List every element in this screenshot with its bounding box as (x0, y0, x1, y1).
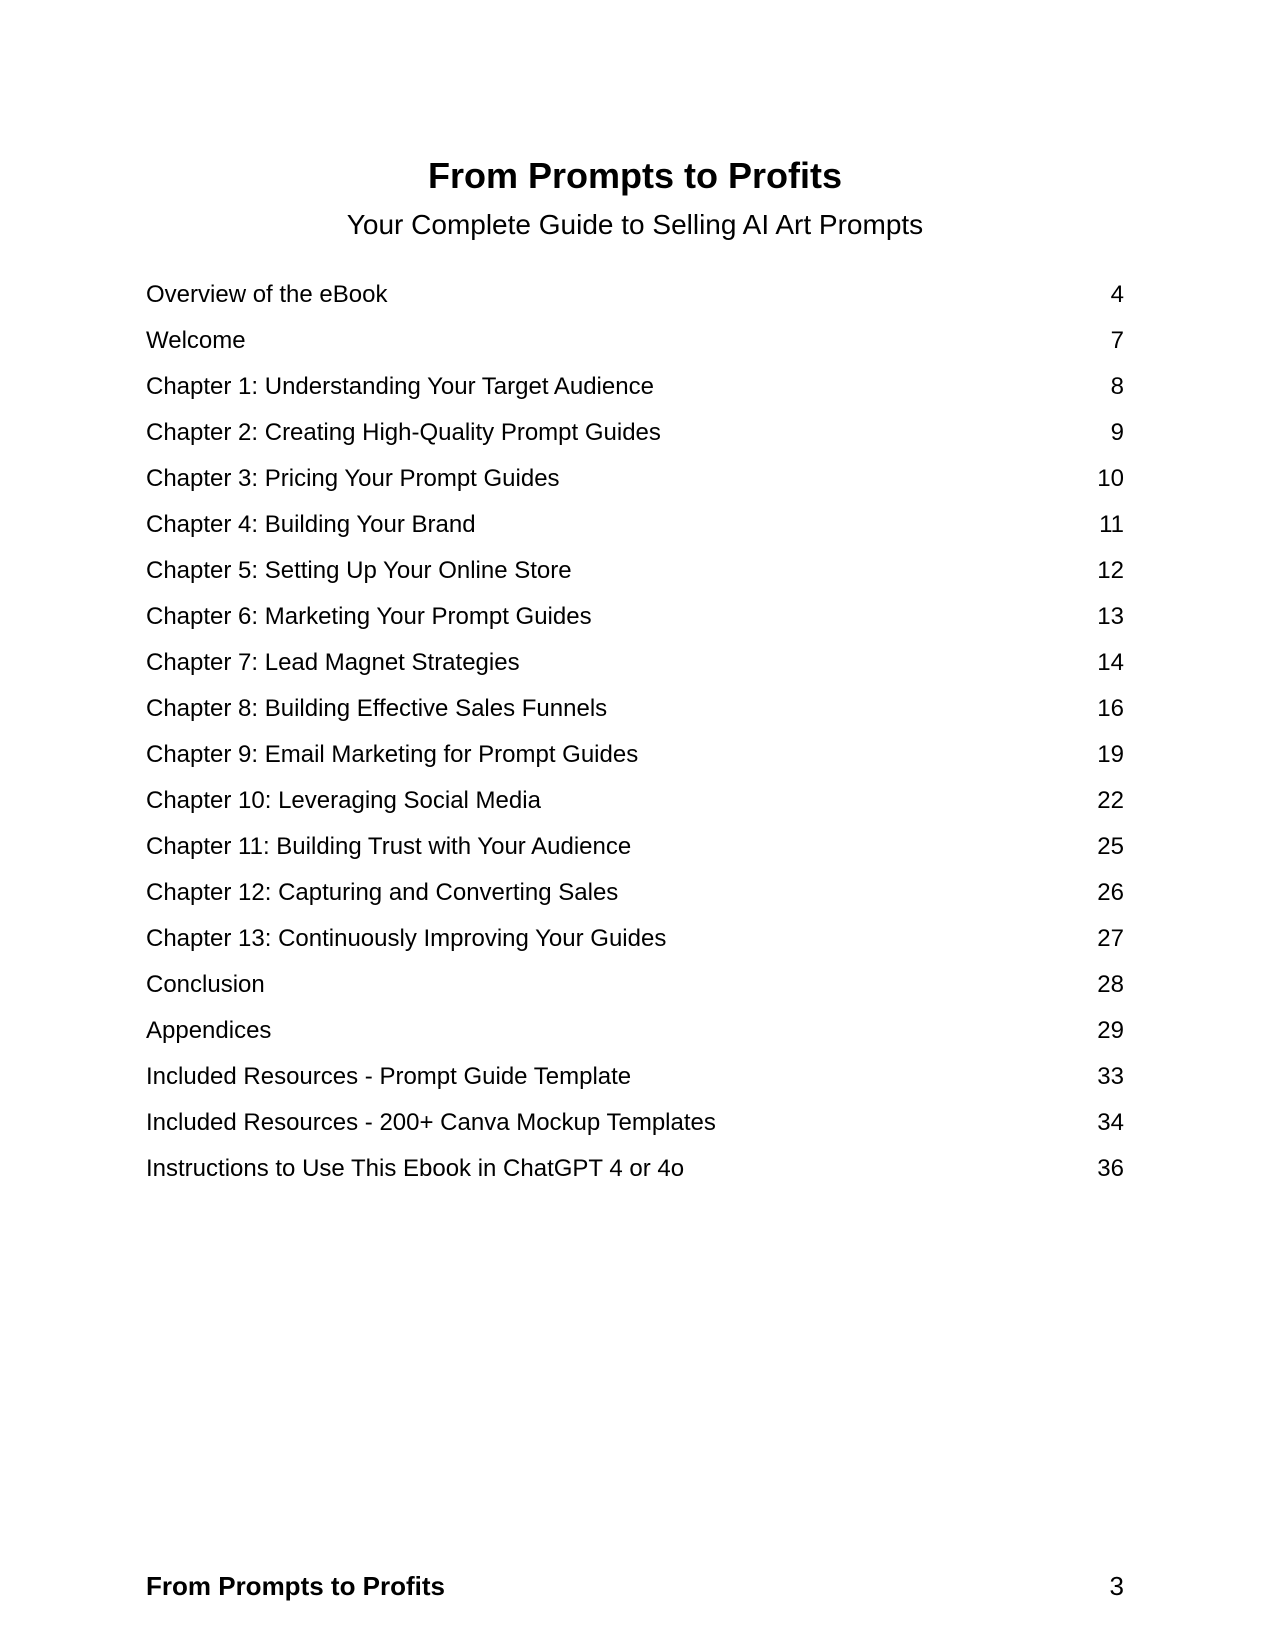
toc-entry-title: Chapter 13: Continuously Improving Your Guides (146, 925, 667, 952)
toc-entry[interactable] (146, 1100, 1124, 1146)
toc-entry-title: Conclusion (146, 971, 265, 998)
toc-entry-page-number: 14 (1097, 649, 1124, 676)
toc-entry[interactable] (146, 502, 1124, 548)
toc-entry[interactable] (146, 778, 1124, 824)
toc-entry-page-number: 33 (1097, 1063, 1124, 1090)
toc-entry-title: Included Resources - 200+ Canva Mockup Templates (146, 1109, 716, 1136)
toc-entry[interactable] (146, 916, 1124, 962)
toc-entry-page-number: 28 (1097, 971, 1124, 998)
toc-entry-title: Chapter 1: Understanding Your Target Audience (146, 373, 654, 400)
toc-entry-page-number: 26 (1097, 879, 1124, 906)
toc-entry[interactable] (146, 962, 1124, 1008)
toc-entry-page-number: 27 (1097, 925, 1124, 952)
toc-entry-title: Chapter 7: Lead Magnet Strategies (146, 649, 520, 676)
toc-entry-title: Appendices (146, 1017, 272, 1044)
toc-entry-page-number: 12 (1097, 557, 1124, 584)
toc-entry-page-number: 25 (1097, 833, 1124, 860)
toc-entry-title: Chapter 11: Building Trust with Your Audience (146, 833, 632, 860)
toc-entry-title: Chapter 8: Building Effective Sales Funnels (146, 695, 608, 722)
toc-entry-title: Instructions to Use This Ebook in ChatGPT 4 or 4o (146, 1155, 685, 1182)
toc-entry-page-number: 16 (1097, 695, 1124, 722)
toc-entry-title: Chapter 2: Creating High-Quality Prompt Guides (146, 419, 661, 446)
toc-entry-page-number: 10 (1097, 465, 1124, 492)
toc-entry-title: Chapter 5: Setting Up Your Online Store (146, 557, 572, 584)
toc-entry-title: Chapter 12: Capturing and Converting Sales (146, 879, 619, 906)
footer-book-title: From Prompts to Profits (146, 1571, 446, 1601)
toc-entry-page-number: 36 (1097, 1155, 1124, 1182)
toc-entry-title: Overview of the eBook (146, 281, 388, 308)
page-title: From Prompts to Profits (427, 155, 843, 196)
toc-entry[interactable] (146, 548, 1124, 594)
toc-entry[interactable] (146, 594, 1124, 640)
toc-entry-title: Chapter 10: Leveraging Social Media (146, 787, 541, 814)
footer-page-number: 3 (1109, 1571, 1124, 1601)
toc-entry-page-number: 7 (1110, 327, 1124, 354)
toc-entry[interactable] (146, 1008, 1124, 1054)
toc-entry-title: Chapter 6: Marketing Your Prompt Guides (146, 603, 592, 630)
toc-entry[interactable] (146, 272, 1124, 318)
toc-entry[interactable] (146, 686, 1124, 732)
toc-entry-page-number: 34 (1097, 1109, 1124, 1136)
toc-entry-title: Included Resources - Prompt Guide Template (146, 1063, 632, 1090)
table-of-contents (146, 272, 1124, 1192)
toc-entry[interactable] (146, 824, 1124, 870)
toc-entry[interactable] (146, 410, 1124, 456)
toc-entry-page-number: 13 (1097, 603, 1124, 630)
toc-entry-title: Chapter 3: Pricing Your Prompt Guides (146, 465, 560, 492)
toc-entry-page-number: 9 (1110, 419, 1124, 446)
toc-entry-page-number: 19 (1097, 741, 1124, 768)
toc-entry[interactable] (146, 1054, 1124, 1100)
toc-entry-title: Welcome (146, 327, 246, 354)
toc-entry[interactable] (146, 870, 1124, 916)
toc-entry[interactable] (146, 640, 1124, 686)
toc-entry-page-number: 4 (1110, 281, 1124, 308)
toc-entry[interactable] (146, 456, 1124, 502)
toc-entry[interactable] (146, 1146, 1124, 1192)
page-footer (146, 1573, 1124, 1599)
page-subtitle: Your Complete Guide to Selling AI Art Prompts (346, 209, 924, 240)
toc-entry[interactable] (146, 732, 1124, 778)
toc-entry-page-number: 11 (1099, 511, 1124, 538)
toc-entry-title: Chapter 9: Email Marketing for Prompt Guides (146, 741, 639, 768)
toc-entry-title: Chapter 4: Building Your Brand (146, 511, 476, 538)
toc-entry[interactable] (146, 364, 1124, 410)
toc-entry-page-number: 8 (1110, 373, 1124, 400)
toc-entry-page-number: 29 (1097, 1017, 1124, 1044)
toc-entry-page-number: 22 (1097, 787, 1124, 814)
toc-entry[interactable] (146, 318, 1124, 364)
